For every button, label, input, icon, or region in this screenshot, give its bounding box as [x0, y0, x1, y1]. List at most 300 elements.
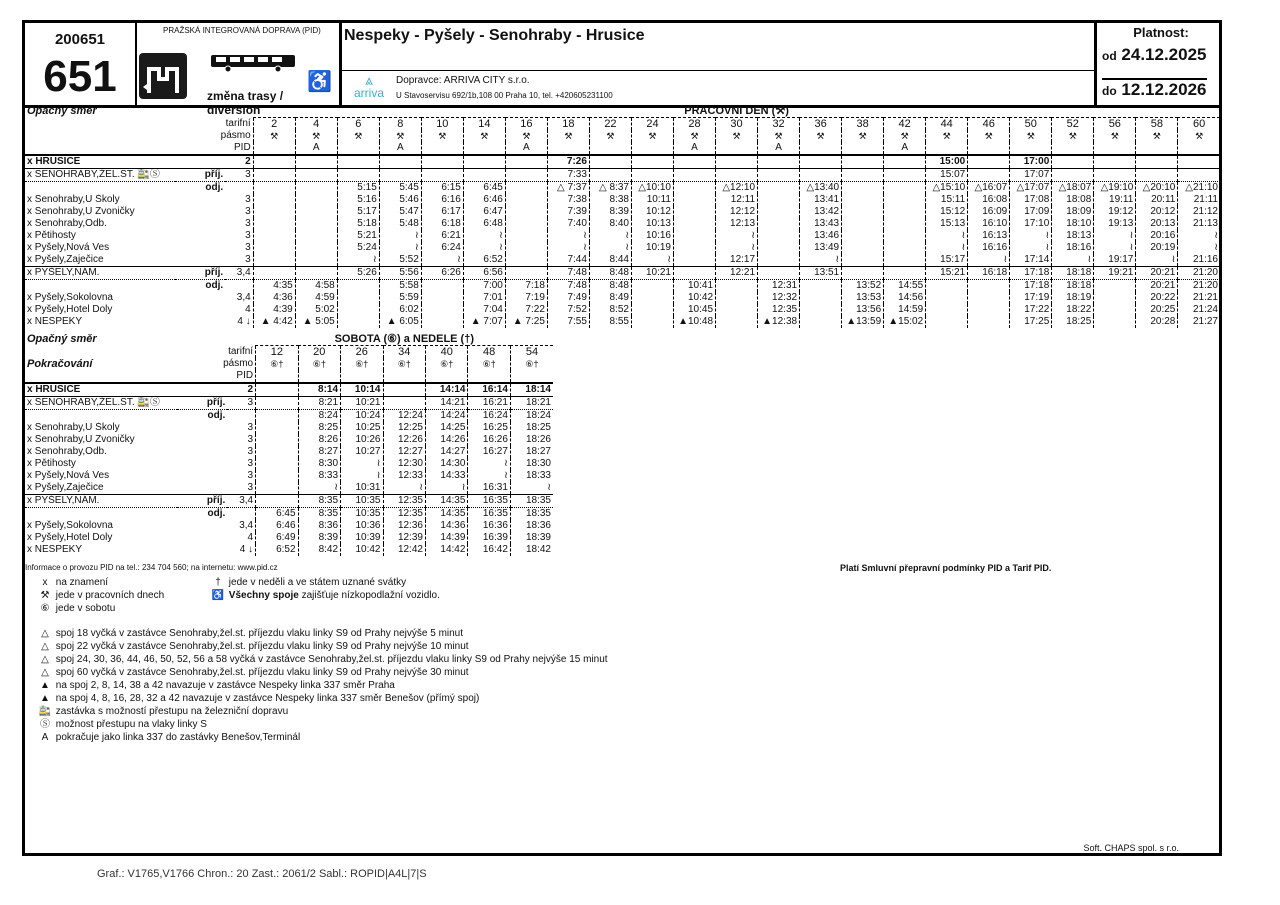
departure-time — [256, 383, 298, 397]
trip-note — [463, 142, 505, 155]
departure-time: 8:42 — [298, 544, 340, 556]
legend-text: spoj 24, 30, 36, 44, 46, 50, 52, 56 a 58 vyčká v zastávce Senohraby,žel.st. příjezdu vlaku linky S9 od Prahy nejvýše 15 minut — [55, 654, 608, 665]
departure-time — [1094, 316, 1136, 328]
departure-time: △10:10 — [631, 182, 673, 195]
departure-time: 10:11 — [631, 194, 673, 206]
departure-time — [716, 280, 758, 293]
departure-time: 17:00 — [1010, 155, 1052, 169]
departure-time: △20:10 — [1136, 182, 1178, 195]
tariff-zone: 3 — [247, 482, 254, 493]
departure-time — [716, 292, 758, 304]
trip-note — [337, 142, 379, 155]
departure-time: 6:15 — [421, 182, 463, 195]
departure-time: 20:12 — [1136, 206, 1178, 218]
departure-time: 15:11 — [926, 194, 968, 206]
arrival-departure-tag — [177, 544, 228, 556]
legend-item — [37, 692, 608, 705]
legend-text: na znamení — [55, 577, 109, 588]
departure-time: 19:13 — [1094, 218, 1136, 230]
trip-number: 6 — [337, 118, 379, 131]
trip-number: 18 — [547, 118, 589, 131]
departure-time: 6:52 — [463, 254, 505, 267]
departure-time: 6:18 — [421, 218, 463, 230]
stop-row — [25, 194, 1220, 206]
departure-time: ≀ — [379, 242, 421, 254]
legend-item — [210, 576, 440, 589]
departure-time: 17:14 — [1010, 254, 1052, 267]
departure-time: 6:26 — [421, 267, 463, 280]
header-row — [25, 130, 1220, 142]
departure-row — [25, 410, 553, 423]
departure-time: 21:11 — [1178, 194, 1220, 206]
departure-time: 6:24 — [421, 242, 463, 254]
departure-time: 20:13 — [1136, 218, 1178, 230]
trip-number: 56 — [1094, 118, 1136, 131]
trip-days-symbol: ⚒ — [842, 130, 884, 142]
departure-time — [884, 267, 926, 280]
stop-name: x Senohraby,Odb. — [27, 218, 107, 229]
departure-time — [842, 194, 884, 206]
trip-note — [425, 370, 467, 383]
departure-time: ≀ — [421, 254, 463, 267]
departure-time: 18:39 — [510, 532, 553, 544]
departure-time: 19:17 — [1094, 254, 1136, 267]
departure-time: ≀ — [589, 242, 631, 254]
departure-time — [968, 169, 1010, 182]
departure-time — [253, 182, 295, 195]
trip-note — [968, 142, 1010, 155]
departure-time: 5:46 — [379, 194, 421, 206]
departure-time: 17:08 — [1010, 194, 1052, 206]
departure-time: 16:26 — [468, 434, 510, 446]
departure-time: 4:59 — [295, 292, 337, 304]
departure-time: ≀ — [800, 254, 842, 267]
trip-note — [926, 142, 968, 155]
departure-time: 18:22 — [1052, 304, 1094, 316]
departure-time — [758, 267, 800, 280]
arrival-departure-tag: příj. — [177, 397, 228, 410]
departure-time — [1094, 304, 1136, 316]
tariff-zone: 3,4 — [225, 267, 253, 280]
legend-text: jede v neděli a ve státem uznané svátky — [228, 577, 407, 588]
departure-time: ≀ — [468, 458, 510, 470]
legend-symbol-icon: 🚉 — [38, 706, 52, 717]
departure-time: ≀ — [926, 230, 968, 242]
departure-time: 5:15 — [337, 182, 379, 195]
legend-symbol-icon: † — [215, 577, 221, 588]
departure-time: ▲ 7:07 — [463, 316, 505, 328]
departure-time — [253, 267, 295, 280]
departure-time: 8:14 — [298, 383, 340, 397]
tariff-zone: 3 — [247, 446, 254, 457]
departure-time — [295, 155, 337, 169]
zone-header-label: tarifní — [225, 117, 251, 129]
trip-note — [256, 370, 298, 383]
tariff-zone — [227, 410, 255, 423]
legend-text: spoj 60 vyčká v zastávce Senohraby,žel.st. příjezdu vlaku linky S9 od Prahy nejvýše 30 minut — [55, 667, 469, 678]
departure-time — [421, 304, 463, 316]
legend-item — [37, 602, 164, 615]
departure-time — [968, 316, 1010, 328]
arrival-departure-tag — [177, 532, 228, 544]
legend-item — [37, 640, 608, 653]
departure-time — [716, 304, 758, 316]
timetable-sheet — [22, 20, 1222, 856]
departure-time — [758, 242, 800, 254]
legend-text: zajišťuje nízkopodlažní vozidlo. — [298, 590, 440, 601]
departure-time — [253, 194, 295, 206]
departure-time: 7:26 — [547, 155, 589, 169]
departure-time: 10:36 — [341, 520, 383, 532]
stop-row — [25, 292, 1220, 304]
arrival-departure-tag: odj. — [175, 182, 225, 195]
departure-time: 18:09 — [1052, 206, 1094, 218]
departure-time — [253, 206, 295, 218]
arrival-departure-tag — [177, 482, 228, 495]
departure-time — [842, 218, 884, 230]
stop-name: x Pyšely,Nová Ves — [27, 470, 110, 481]
legend-text: jede v sobotu — [55, 603, 116, 614]
trip-days-symbol: ⚒ — [758, 130, 800, 142]
tariff-zone: 4 — [245, 304, 251, 315]
tariff-zone: 2 — [227, 383, 255, 397]
stop-row — [25, 520, 553, 532]
trip-days-symbol: ⑥† — [468, 358, 510, 370]
arriva-logo-icon: ⩓ — [365, 72, 373, 88]
departure-time — [631, 155, 673, 169]
departure-time: △19:10 — [1094, 182, 1136, 195]
departure-time: ≀ — [547, 242, 589, 254]
departure-time: ▲ 5:05 — [295, 316, 337, 328]
departure-time — [673, 242, 715, 254]
departure-time: ≀ — [425, 482, 467, 495]
departure-time: 5:17 — [337, 206, 379, 218]
trip-number: 36 — [800, 118, 842, 131]
departure-time — [968, 280, 1010, 293]
legend-basic-2 — [210, 576, 440, 602]
trip-days-symbol: ⑥† — [341, 358, 383, 370]
departure-time: △ 8:37 — [589, 182, 631, 195]
departure-time: 8:25 — [298, 422, 340, 434]
tariff-zone: 4 ↓ — [237, 316, 251, 327]
departure-time — [800, 316, 842, 328]
stop-name: x NESPEKY — [27, 316, 83, 327]
stop-name: x SENOHRABY,ŽEL.ST. 🚉Ⓢ — [25, 397, 177, 410]
departure-time — [295, 267, 337, 280]
departure-time — [505, 182, 547, 195]
legend-item — [37, 576, 164, 589]
departure-time: 5:52 — [379, 254, 421, 267]
trip-number: 32 — [758, 118, 800, 131]
departure-time: 16:09 — [968, 206, 1010, 218]
arrival-departure-tag — [177, 458, 228, 470]
departure-time: 7:19 — [505, 292, 547, 304]
departure-time: 18:35 — [510, 508, 553, 521]
stop-row — [25, 267, 1220, 280]
departure-time: 14:59 — [884, 304, 926, 316]
departure-time: 14:24 — [425, 410, 467, 423]
departure-time: 19:11 — [1094, 194, 1136, 206]
departure-time: 21:13 — [1178, 218, 1220, 230]
stop-name: x Senohraby,Odb. — [27, 446, 107, 457]
departure-time: 12:35 — [758, 304, 800, 316]
departure-time: 13:43 — [800, 218, 842, 230]
pid-box — [137, 23, 342, 117]
departure-time: 4:36 — [253, 292, 295, 304]
departure-time: 5:45 — [379, 182, 421, 195]
departure-time: ≀ — [926, 242, 968, 254]
departure-time: 7:39 — [547, 206, 589, 218]
departure-time: 5:26 — [337, 267, 379, 280]
zone-header-label: pásmo — [220, 130, 251, 141]
trip-number: 52 — [1052, 118, 1094, 131]
stop-name: x Senohraby,U Zvoničky — [27, 434, 135, 445]
trip-days-symbol: ⚒ — [673, 130, 715, 142]
departure-time: ≀ — [1178, 242, 1220, 254]
trip-number: 20 — [298, 346, 340, 359]
trip-note — [1178, 142, 1220, 155]
departure-time — [505, 218, 547, 230]
departure-time — [505, 254, 547, 267]
departure-time: ≀ — [468, 470, 510, 482]
stop-name: x Pyšely,Sokolovna — [27, 520, 113, 531]
departure-time — [337, 316, 379, 328]
departure-time: ≀ — [547, 230, 589, 242]
departure-time — [842, 230, 884, 242]
stop-row — [25, 304, 1220, 316]
departure-time: 6:16 — [421, 194, 463, 206]
arriva-logo: ⩓ arriva — [345, 73, 393, 100]
departure-time: 15:00 — [926, 155, 968, 169]
legend-symbol-icon: ♿ — [211, 590, 225, 601]
departure-time — [842, 206, 884, 218]
departure-time: 5:56 — [379, 267, 421, 280]
arrival-departure-tag: příj. — [175, 169, 225, 182]
stop-row — [25, 434, 553, 446]
legend-item — [37, 705, 608, 718]
departure-time: 8:48 — [589, 267, 631, 280]
section-title: Opačný směr — [27, 105, 97, 118]
departure-time — [383, 397, 425, 410]
departure-time — [1178, 155, 1220, 169]
stop-row — [25, 230, 1220, 242]
trip-number: 12 — [256, 346, 298, 359]
pid-label: PRAŽSKÁ INTEGROVANÁ DOPRAVA (PID) — [163, 26, 321, 35]
departure-time: 12:36 — [383, 520, 425, 532]
validity-label: Platnost: — [1133, 25, 1189, 40]
departure-time: 21:27 — [1178, 316, 1220, 328]
departure-time: ≀ — [589, 230, 631, 242]
departure-time: 7:18 — [505, 280, 547, 293]
departure-time — [758, 169, 800, 182]
departure-time: 6:49 — [256, 532, 298, 544]
departure-time: 12:24 — [383, 410, 425, 423]
legend-symbol-icon: △ — [41, 628, 49, 639]
tariff-zone — [227, 508, 255, 521]
departure-time — [926, 292, 968, 304]
operator-name: Dopravce: ARRIVA CITY s.r.o. — [396, 75, 530, 86]
legend-bold: Všechny spoje — [228, 590, 299, 601]
departure-time: △16:07 — [968, 182, 1010, 195]
departure-time: 5:47 — [379, 206, 421, 218]
stop-name — [25, 182, 175, 195]
legend-item — [37, 679, 608, 692]
arrival-departure-tag — [177, 446, 228, 458]
departure-time — [253, 169, 295, 182]
departure-time — [256, 422, 298, 434]
departure-time: 21:21 — [1178, 292, 1220, 304]
departure-time: 5:58 — [379, 280, 421, 293]
section-title-row — [25, 333, 553, 346]
legend-symbol-icon: △ — [41, 667, 49, 678]
departure-time — [673, 182, 715, 195]
departure-time — [505, 230, 547, 242]
day-type-label: PRACOVNI DEN (⚒) — [253, 105, 1220, 118]
departure-time: 8:48 — [589, 280, 631, 293]
departure-time — [800, 280, 842, 293]
trip-number: 30 — [716, 118, 758, 131]
departure-time: 18:13 — [1052, 230, 1094, 242]
departure-time: 20:28 — [1136, 316, 1178, 328]
departure-time: 15:13 — [926, 218, 968, 230]
departure-time: 19:21 — [1094, 267, 1136, 280]
header-subtitle — [25, 370, 177, 383]
tariff-zone: 4 — [247, 532, 254, 543]
trip-number: 60 — [1178, 118, 1220, 131]
departure-time — [421, 316, 463, 328]
legend-text: zastávka s možností přestupu na železniční dopravu — [55, 706, 289, 717]
departure-time — [716, 169, 758, 182]
departure-time: ≀ — [1178, 230, 1220, 242]
departure-time: ≀ — [1094, 242, 1136, 254]
departure-time: 5:48 — [379, 218, 421, 230]
trip-number: 38 — [842, 118, 884, 131]
departure-time: 21:16 — [1178, 254, 1220, 267]
trip-number: 46 — [968, 118, 1010, 131]
departure-time — [631, 280, 673, 293]
departure-time: 10:41 — [673, 280, 715, 293]
departure-time — [421, 280, 463, 293]
departure-time: 10:24 — [341, 410, 383, 423]
departure-time — [968, 304, 1010, 316]
departure-time: 14:36 — [425, 520, 467, 532]
departure-time: 18:33 — [510, 470, 553, 482]
departure-time: 18:18 — [1052, 267, 1094, 280]
departure-time: 6:45 — [463, 182, 505, 195]
trip-note: A — [673, 142, 715, 155]
departure-time: 18:24 — [510, 410, 553, 423]
legend-text: na spoj 2, 8, 14, 38 a 42 navazuje v zastávce Nespeky linka 337 směr Praha — [55, 680, 395, 691]
trip-number: 40 — [425, 346, 467, 359]
departure-time: 8:44 — [589, 254, 631, 267]
departure-time — [800, 155, 842, 169]
header-row — [25, 358, 553, 370]
departure-time — [884, 169, 926, 182]
departure-time: 8:36 — [298, 520, 340, 532]
departure-time — [589, 155, 631, 169]
legend-symbol-icon: △ — [41, 654, 49, 665]
departure-time: 8:49 — [589, 292, 631, 304]
stop-name: x Pyšely,Hotel Doly — [27, 304, 113, 315]
line-id-box — [25, 23, 137, 105]
legend-text: možnost přestupu na vlaky linky S — [55, 719, 207, 730]
departure-time: 18:10 — [1052, 218, 1094, 230]
trip-number: 2 — [253, 118, 295, 131]
stop-name: x PYŠELY,NÁM. — [25, 267, 175, 280]
departure-time: 12:42 — [383, 544, 425, 556]
wheelchair-icon: ♿ — [307, 71, 332, 93]
departure-time: 18:36 — [510, 520, 553, 532]
departure-time — [463, 169, 505, 182]
departure-time: 15:21 — [926, 267, 968, 280]
stop-name — [25, 508, 177, 521]
trip-note: A — [884, 142, 926, 155]
legend-symbol-icon: A — [41, 732, 49, 743]
departure-time — [1094, 292, 1136, 304]
zone-header-label: pásmo — [223, 358, 254, 369]
trip-number: 34 — [383, 346, 425, 359]
legend-text: spoj 18 vyčká v zastávce Senohraby,žel.st. příjezdu vlaku linky S9 od Prahy nejvýše 5 minut — [55, 628, 464, 639]
departure-time: 18:26 — [510, 434, 553, 446]
departure-time — [253, 230, 295, 242]
stop-name: x Pětihosty — [27, 230, 76, 241]
departure-time: 6:48 — [463, 218, 505, 230]
departure-time: 8:39 — [589, 206, 631, 218]
stop-row — [25, 206, 1220, 218]
trip-days-symbol: ⚒ — [1052, 130, 1094, 142]
departure-time: 16:42 — [468, 544, 510, 556]
departure-time: 6:52 — [256, 544, 298, 556]
departure-time: ≀ — [337, 254, 379, 267]
departure-time: ▲12:38 — [758, 316, 800, 328]
departure-time: 8:21 — [298, 397, 340, 410]
departure-time: 17:22 — [1010, 304, 1052, 316]
meta-line: Graf.: V1765,V1766 Chron.: 20 Zast.: 2061/2 Sabl.: ROPID|A4L|7|S — [97, 868, 427, 880]
departure-time: 20:21 — [1136, 280, 1178, 293]
departure-time: 18:25 — [1052, 316, 1094, 328]
departure-time — [968, 155, 1010, 169]
arrival-departure-tag: příj. — [177, 495, 228, 508]
trip-days-symbol: ⚒ — [800, 130, 842, 142]
departure-time: 12:25 — [383, 422, 425, 434]
departure-time: △13:40 — [800, 182, 842, 195]
trip-number: 24 — [631, 118, 673, 131]
departure-time: △21:10 — [1178, 182, 1220, 195]
departure-time — [631, 304, 673, 316]
operator-address: U Stavoservisu 692/1b,108 00 Praha 10, tel. +420605231100 — [396, 91, 613, 100]
departure-time — [505, 242, 547, 254]
departure-time: 7:01 — [463, 292, 505, 304]
trip-note — [1136, 142, 1178, 155]
departure-time — [1178, 169, 1220, 182]
departure-time: 19:12 — [1094, 206, 1136, 218]
departure-time: 4:35 — [253, 280, 295, 293]
arrival-departure-tag — [175, 242, 225, 254]
trip-note — [253, 142, 295, 155]
arrival-departure-tag — [177, 470, 228, 482]
trip-note — [631, 142, 673, 155]
departure-time: 20:16 — [1136, 230, 1178, 242]
departure-time — [337, 280, 379, 293]
departure-time: 8:52 — [589, 304, 631, 316]
departure-time: 8:30 — [298, 458, 340, 470]
departure-time — [256, 458, 298, 470]
departure-time — [758, 182, 800, 195]
departure-time: 12:12 — [716, 206, 758, 218]
legend-text: jede v pracovních dnech — [55, 590, 165, 601]
departure-time: 16:16 — [968, 242, 1010, 254]
departure-time: 8:24 — [298, 410, 340, 423]
